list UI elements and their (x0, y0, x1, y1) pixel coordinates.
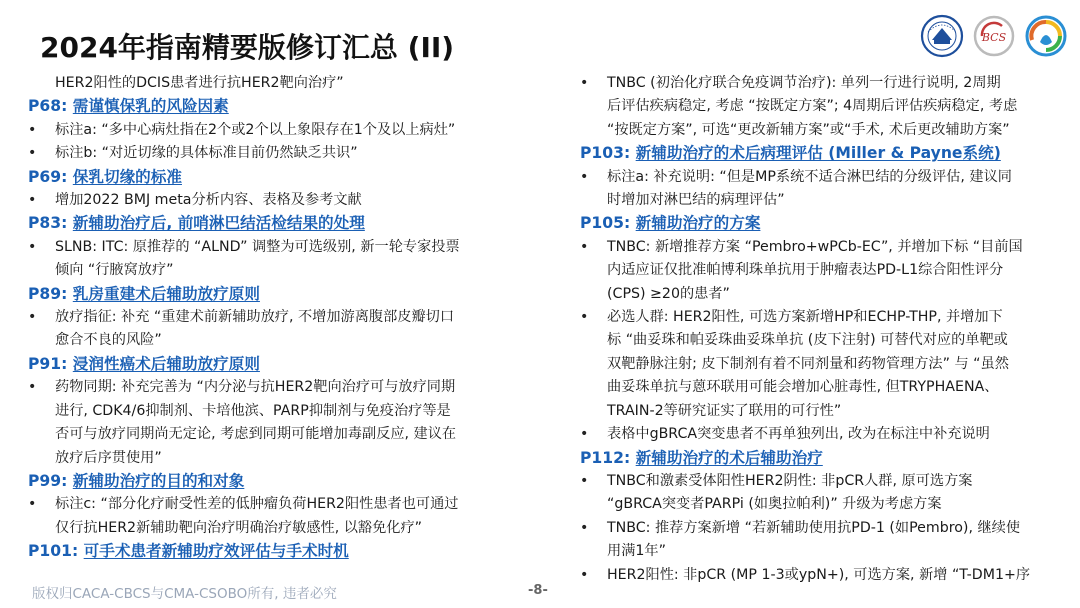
text-line: • TNBC (初治化疗联合免疫调节治疗): 单列一行进行说明, 2周期 (607, 75, 1001, 91)
text-line: TRAIN-2等研究证实了联用的可行性” (607, 402, 842, 419)
left-column (28, 72, 518, 564)
continuation-text (28, 72, 518, 95)
bullet-item (580, 517, 1064, 564)
bullet-item (580, 306, 1064, 423)
section-heading (580, 142, 1064, 165)
text-line: • 增加2022 BMJ meta分析内容、表格及参考文献 (55, 192, 362, 209)
section-heading (28, 166, 518, 189)
logo-group (920, 14, 1068, 58)
section-title: 新辅助治疗的术后病理评估 (Miller & Payne系统) (635, 144, 1001, 163)
text-line: 双靶静脉注射; 皮下制剂有着不同剂量和药物管理方法” 与 “虽然 (607, 355, 1009, 372)
text-line: “按既定方案”, 可选“更改新辅方案”或“手术, 术后更改辅助方案” (607, 121, 1010, 138)
section-title: 乳房重建术后辅助放疗原则 (72, 284, 260, 303)
section-page-code: P112: (580, 448, 636, 467)
section-title: 浸润性癌术后辅助放疗原则 (72, 354, 260, 373)
section-title: 新辅助治疗的术后辅助治疗 (635, 448, 823, 467)
text-line: “gBRCA突变者PARPi (如奥拉帕利)” 升级为考虑方案 (607, 496, 942, 513)
footer-copyright: 版权归CACA-CBCS与CMA-CSOBO所有, 违者必究 (32, 586, 337, 602)
section-page-code: P89: (28, 284, 73, 303)
text-line: • 标注c: “部分化疗耐受性差的低肿瘤负荷HER2阳性患者也可通过 (55, 496, 459, 513)
text-line: (CPS) ≥20的患者” (607, 285, 730, 302)
bullet-item (28, 376, 518, 470)
text-line: HER2阳性的DCIS患者进行抗HER2靶向治疗” (55, 75, 344, 91)
section-page-code: P101: (28, 542, 84, 561)
section-page-code: P91: (28, 354, 73, 373)
right-column (580, 72, 1064, 587)
section-title: 可手术患者新辅助疗效评估与手术时机 (83, 542, 349, 561)
bullet-item (28, 189, 518, 212)
text-line: • 药物同期: 补充完善为 “内分泌与抗HER2靶向治疗可与放疗同期 (55, 379, 456, 396)
section-page-code: P103: (580, 144, 636, 163)
text-line: • 标注a: 补充说明: “但是MP系统不适合淋巴结的分级评估, 建议同 (607, 168, 1012, 185)
bullet-item (28, 236, 518, 283)
bullet-item (580, 423, 1064, 446)
text-line: • 标注a: “多中心病灶指在2个或2个以上象限存在1个及以上病灶” (55, 121, 456, 138)
text-line: 曲妥珠单抗与蒽环联用可能会增加心脏毒性, 但TRYPHAENA、 (607, 379, 999, 396)
section-heading (580, 212, 1064, 235)
text-line: 仅行抗HER2新辅助靶向治疗明确治疗敏感性, 以豁免化疗” (55, 519, 423, 536)
bullet-item (580, 236, 1064, 306)
section-title: 新辅助治疗的目的和对象 (72, 471, 245, 490)
text-line: 否可与放疗同期尚无定论, 考虑到同期可能增加毒副反应, 建议在 (55, 426, 457, 443)
text-line: 内适应证仅批准帕博利珠单抗用于肿瘤表达PD-L1综合阳性评分 (607, 262, 1004, 279)
section-page-code: P69: (28, 167, 73, 186)
csobo-logo-icon (1024, 14, 1068, 58)
bullet-item (28, 493, 518, 540)
bullet-item (28, 119, 518, 142)
university-seal-icon (920, 14, 964, 58)
text-line: • 放疗指征: 补充 “重建术前新辅助放疗, 不增加游离腹部皮瓣切口 (55, 309, 455, 326)
text-line: • 表格中gBRCA突变患者不再单独列出, 改为在标注中补充说明 (607, 426, 990, 443)
bcs-logo-icon (972, 14, 1016, 58)
section-heading (28, 470, 518, 493)
text-line: • 必选人群: HER2阳性, 可选方案新增HP和ECHP-THP, 并增加下 (607, 309, 1003, 326)
section-page-code: P83: (28, 214, 73, 233)
text-line: 后评估疾病稳定, 考虑 “按既定方案”; 4周期后评估疾病稳定, 考虑 (607, 98, 1018, 115)
section-page-code: P99: (28, 471, 73, 490)
page-title: 2024年指南精要版修订汇总 (II) (40, 31, 455, 64)
bullet-item (28, 306, 518, 353)
section-title: 新辅助治疗后, 前哨淋巴结活检结果的处理 (72, 214, 365, 233)
text-line: 进行, CDK4/6抑制剂、卡培他滨、PARP抑制剂与免疫治疗等是 (55, 402, 451, 419)
bullet-item (580, 470, 1064, 517)
svg-text:BCS: BCS (981, 31, 1007, 44)
bullet-item (580, 166, 1064, 213)
bullet-item (28, 142, 518, 165)
bullet-item (580, 564, 1064, 587)
text-line: • SLNB: ITC: 原推荐的 “ALND” 调整为可选级别, 新一轮专家投票 (55, 238, 460, 255)
section-heading (28, 540, 518, 563)
section-page-code: P68: (28, 97, 73, 116)
page-number: -8- (528, 583, 548, 598)
section-heading (580, 447, 1064, 470)
text-line: 用满1年” (607, 543, 666, 560)
text-line: • TNBC: 新增推荐方案 “Pembro+wPCb-EC”, 并增加下标 “目前国 (607, 238, 1023, 255)
text-line: • TNBC和激素受体阳性HER2阴性: 非pCR人群, 原可选方案 (607, 472, 973, 489)
text-line: 标 “曲妥珠和帕妥珠曲妥珠单抗 (皮下注射) 可替代对应的单靶或 (607, 332, 1008, 349)
section-page-code: P105: (580, 214, 636, 233)
text-line: 时增加对淋巴结的病理评估” (607, 192, 785, 209)
section-title: 保乳切缘的标准 (72, 167, 182, 186)
section-title: 新辅助治疗的方案 (635, 214, 761, 233)
section-heading (28, 353, 518, 376)
text-line: 倾向 “行腋窝放疗” (55, 262, 174, 279)
text-line: • TNBC: 推荐方案新增 “若新辅助使用抗PD-1 (如Pembro), 继续使 (607, 519, 1021, 536)
text-line: 放疗后序贯使用” (55, 449, 162, 466)
text-line: • 标注b: “对近切缘的具体标准目前仍然缺乏共识” (55, 145, 358, 162)
section-heading (28, 212, 518, 235)
section-heading (28, 95, 518, 118)
text-line: 愈合不良的风险” (55, 332, 162, 349)
text-line: • HER2阳性: 非pCR (MP 1-3或ypN+), 可选方案, 新增 “T-DM1+序 (607, 566, 1031, 583)
section-heading (28, 283, 518, 306)
bullet-item (580, 72, 1064, 142)
section-title: 需谨慎保乳的风险因素 (72, 97, 229, 116)
